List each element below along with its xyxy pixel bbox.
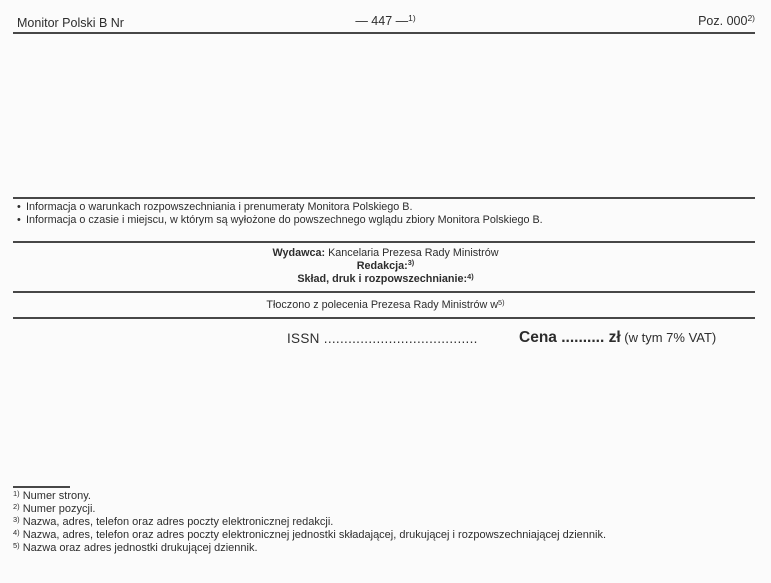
page-number-footnote-ref: 1)	[408, 13, 416, 24]
header-rule	[13, 32, 755, 34]
printed-by-text: Tłoczono z polecenia Prezesa Rady Ministrów w	[266, 299, 499, 311]
bullet-text: Informacja o czasie i miejscu, w którym są wyłożone do powszechnego wglądu zbiory Monitora Polskiego B.	[26, 213, 543, 226]
sklad-label: Skład, druk i rozpowszechnianie:	[297, 273, 468, 285]
position-footnote-ref: 2)	[747, 13, 755, 24]
page-number	[0, 14, 771, 28]
page-number-text: — 447 —	[355, 14, 409, 28]
issn-label: ISSN	[287, 331, 320, 346]
footnote-item	[13, 503, 606, 516]
footnote-marker: 3)	[13, 514, 20, 524]
redakcja-line	[0, 260, 771, 274]
footnote-text: Nazwa, adres, telefon oraz adres poczty elektronicznej jednostki składającej, drukującej i rozpowszechniającej dziennik.	[22, 529, 607, 541]
footnote-item	[13, 490, 606, 503]
printed-by-bottom-rule	[13, 317, 755, 319]
bullet-icon: •	[17, 213, 21, 226]
journal-title: Monitor Polski B Nr	[17, 16, 124, 30]
footnote-item	[13, 542, 606, 555]
footnote-text: Nazwa, adres, telefon oraz adres poczty elektronicznej redakcji.	[22, 516, 334, 528]
redakcja-label: Redakcja:	[356, 259, 408, 272]
publisher-bottom-rule	[13, 291, 755, 293]
footnote-item	[13, 529, 606, 542]
currency-label: zł	[608, 329, 621, 346]
bullets-bottom-rule	[13, 241, 755, 243]
bullet-text: Informacja o warunkach rozpowszechniania i prenumeraty Monitora Polskiego B.	[26, 201, 413, 213]
price-field	[519, 329, 716, 347]
footnote-marker: 1)	[13, 488, 20, 498]
sklad-line	[0, 273, 771, 287]
vat-note: (w tym 7% VAT)	[624, 330, 717, 345]
footnotes-list	[13, 490, 606, 555]
list-item	[17, 201, 543, 214]
footnote-text: Numer strony.	[22, 490, 91, 502]
position-text: Poz. 000	[698, 14, 748, 28]
bullet-icon: •	[17, 201, 21, 213]
wydawca-value: Kancelaria Prezesa Rady Ministrów	[325, 247, 499, 259]
footnote-separator-rule	[13, 486, 70, 488]
printed-by-line	[0, 299, 771, 311]
printed-by-footnote-ref: 5)	[498, 297, 505, 307]
list-item	[17, 214, 543, 227]
publisher-line	[0, 247, 771, 260]
footnote-item	[13, 516, 606, 529]
sklad-footnote-ref: 4)	[467, 271, 474, 281]
cena-label: Cena	[519, 329, 557, 346]
bullets-top-rule	[13, 197, 755, 199]
wydawca-label: Wydawca:	[272, 247, 326, 259]
footnote-marker: 5)	[13, 540, 20, 550]
footnote-text: Nazwa oraz adres jednostki drukującej dziennik.	[22, 542, 258, 554]
footnote-marker: 4)	[13, 527, 20, 537]
publisher-block	[0, 247, 771, 287]
issn-dotted-blank: ......................................	[323, 331, 478, 346]
footnote-text: Numer pozycji.	[22, 503, 96, 515]
info-bullets	[17, 201, 543, 226]
position-number	[698, 14, 755, 28]
footnote-marker: 2)	[13, 501, 20, 511]
issn-field	[287, 331, 478, 346]
cena-dotted-blank: ..........	[561, 329, 605, 346]
redakcja-footnote-ref: 3)	[407, 258, 415, 268]
